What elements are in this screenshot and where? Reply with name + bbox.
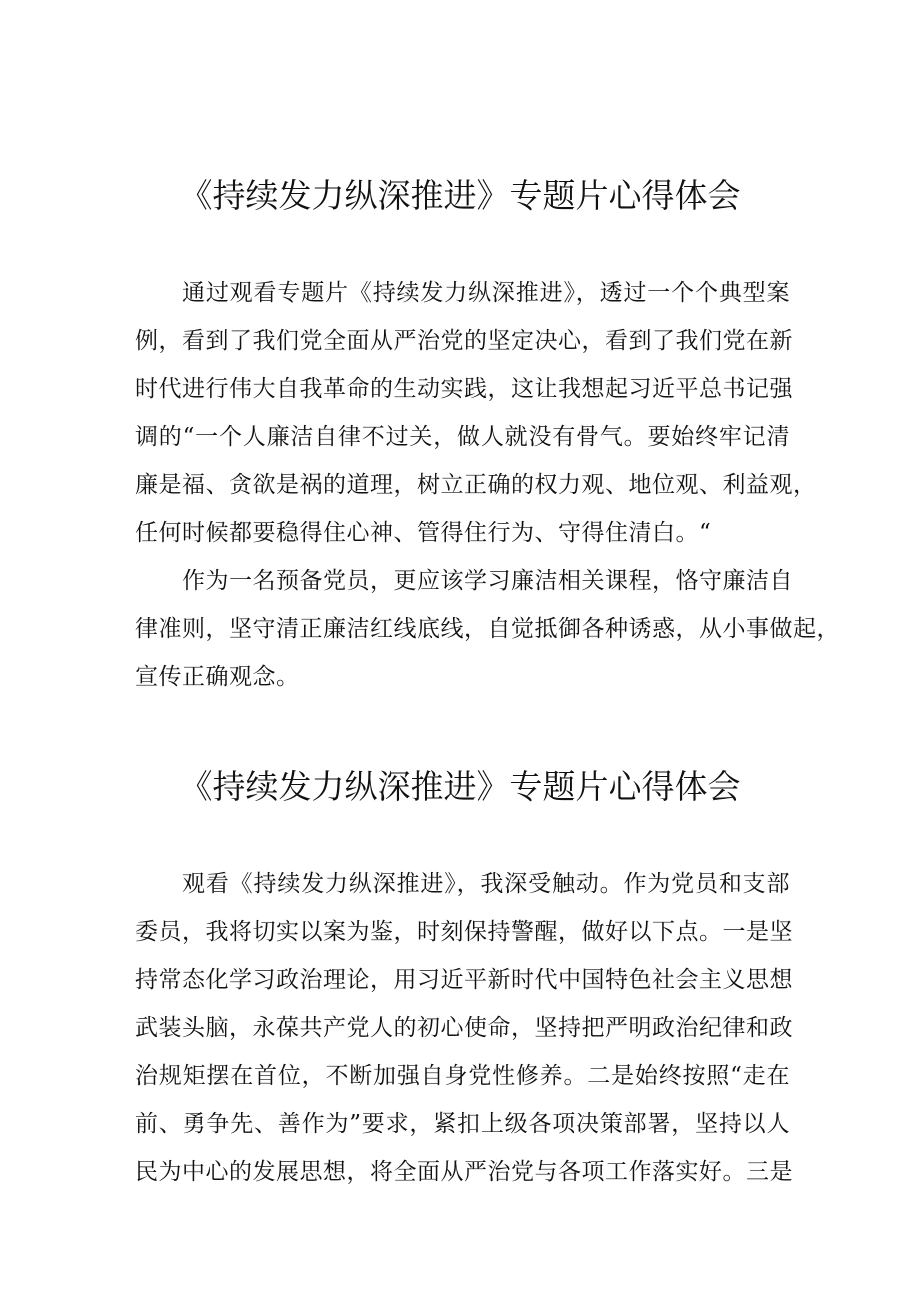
section-1-line: 通过观看专题片《持续发力纵深推进》，透过一个个典型案 [182,280,790,306]
section-1-line: 调的“一个人廉洁自律不过关，做人就没有骨气。要始终牢记清 [135,424,790,450]
section-1-line: 廉是福、贪欲是祸的道理，树立正确的权力观、地位观、利益观， [135,472,817,498]
section-1-line: 任何时候都要稳得住心神、管得住行为、守得住清白。“ [135,520,712,546]
section-1-title: 《持续发力纵深推进》专题片心得体会 [179,176,741,215]
section-2-title: 《持续发力纵深推进》专题片心得体会 [179,767,741,806]
section-2-line: 观看《持续发力纵深推进》，我深受触动。作为党员和支部 [182,871,790,897]
section-2-line: 持常态化学习政治理论，用习近平新时代中国特色社会主义思想 [135,967,793,993]
section-1-line: 律准则，坚守清正廉洁红线底线，自觉抵御各种诱惑，从小事做起， [135,616,840,642]
section-2-line: 委员，我将切实以案为鉴，时刻保持警醒，做好以下点。一是坚 [135,919,793,945]
section-2-line: 民为中心的发展思想，将全面从严治党与各项工作落实好。三是 [135,1159,793,1185]
section-1-line: 作为一名预备党员，更应该学习廉洁相关课程，恪守廉洁自 [182,568,793,594]
section-1-line: 例，看到了我们党全面从严治党的坚定决心，看到了我们党在新 [135,328,793,354]
section-2-line: 武装头脑，永葆共产党人的初心使命，坚持把严明政治纪律和政 [135,1015,793,1041]
section-1-line: 时代进行伟大自我革命的生动实践，这让我想起习近平总书记强 [135,376,793,402]
section-1-line: 宣传正确观念。 [135,664,300,690]
section-2-line: 前、勇争先、善作为”要求，紧扣上级各项决策部署，坚持以人 [135,1111,790,1137]
section-2-line: 治规矩摆在首位，不断加强自身党性修养。二是始终按照“走在 [135,1063,790,1089]
